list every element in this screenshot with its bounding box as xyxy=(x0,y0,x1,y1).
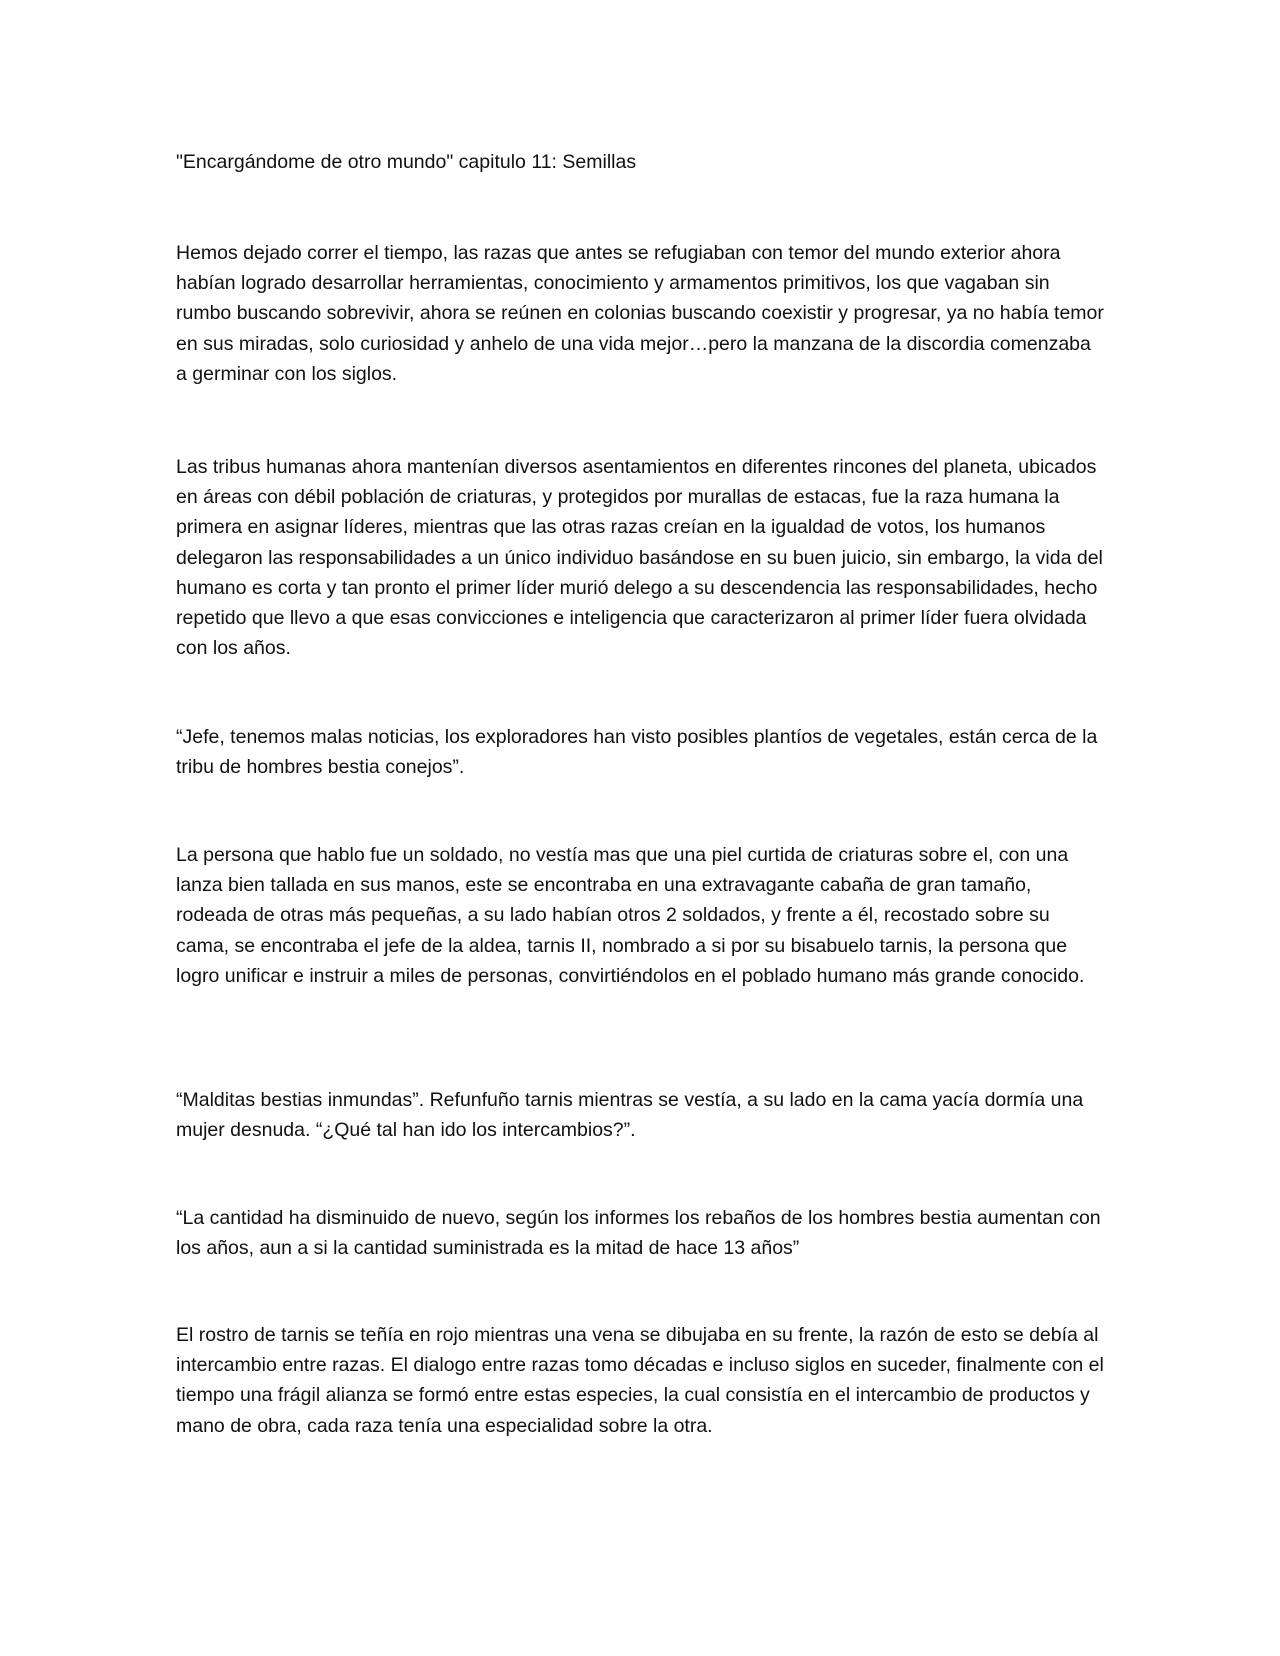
document-title: "Encargándome de otro mundo" capitulo 11: Semillas xyxy=(176,151,637,173)
paragraph: El rostro de tarnis se teñía en rojo mientras una vena se dibujaba en su frente, la razón de esto se debía al intercambio entre razas. El dialogo entre razas tomo décadas e incluso siglos en suceder, finalmente con el tiempo una frágil alianza se formó entre estas especies, la cual consistía en el intercambio de productos y mano de obra, cada raza tenía una especialidad sobre la otra. xyxy=(176,1324,1104,1437)
paragraph: “Jefe, tenemos malas noticias, los exploradores han visto posibles plantíos de vegetales, están cerca de la tribu de hombres bestia conejos”. xyxy=(176,726,1098,779)
paragraph: Las tribus humanas ahora mantenían diversos asentamientos en diferentes rincones del planeta, ubicados en áreas con débil población de criaturas, y protegidos por murallas de estacas, fue la raza humana la primera en asignar líderes, mientras que las otras razas creían en la igualdad de votos, los humanos delegaron las responsabilidades a un único individuo basándose en su buen juicio, sin embargo, la vida del humano es corta y tan pronto el primer líder murió delego a su descendencia las responsabilidades, hecho repetido que llevo a que esas convicciones e inteligencia que caracterizaron al primer líder fuera olvidada con los años. xyxy=(176,456,1103,660)
paragraph: “La cantidad ha disminuido de nuevo, según los informes los rebaños de los hombres bestia aumentan con los años, aun a si la cantidad suministrada es la mitad de hace 13 años” xyxy=(176,1207,1101,1260)
paragraph: La persona que hablo fue un soldado, no vestía mas que una piel curtida de criaturas sobre el, con una lanza bien tallada en sus manos, este se encontraba en una extravagante cabaña de gran tamaño, rodeada de otras más pequeñas, a su lado habían otros 2 soldados, y frente a él, recostado sobre su cama, se encontraba el jefe de la aldea, tarnis II, nombrado a si por su bisabuelo tarnis, la persona que logro unificar e instruir a miles de personas, convirtiéndolos en el poblado humano más grande conocido. xyxy=(176,844,1085,987)
paragraph: Hemos dejado correr el tiempo, las razas que antes se refugiaban con temor del mundo exterior ahora habían logrado desarrollar herramientas, conocimiento y armamentos primitivos, los que vagaban sin rumbo buscando sobrevivir, ahora se reúnen en colonias buscando coexistir y progresar, ya no había temor en sus miradas, solo curiosidad y anhelo de una vida mejor…pero la manzana de la discordia comenzaba a germinar con los siglos. xyxy=(176,242,1104,385)
paragraph: “Malditas bestias inmundas”. Refunfuño tarnis mientras se vestía, a su lado en la cama yacía dormía una mujer desnuda. “¿Qué tal han ido los intercambios?”. xyxy=(176,1089,1084,1142)
